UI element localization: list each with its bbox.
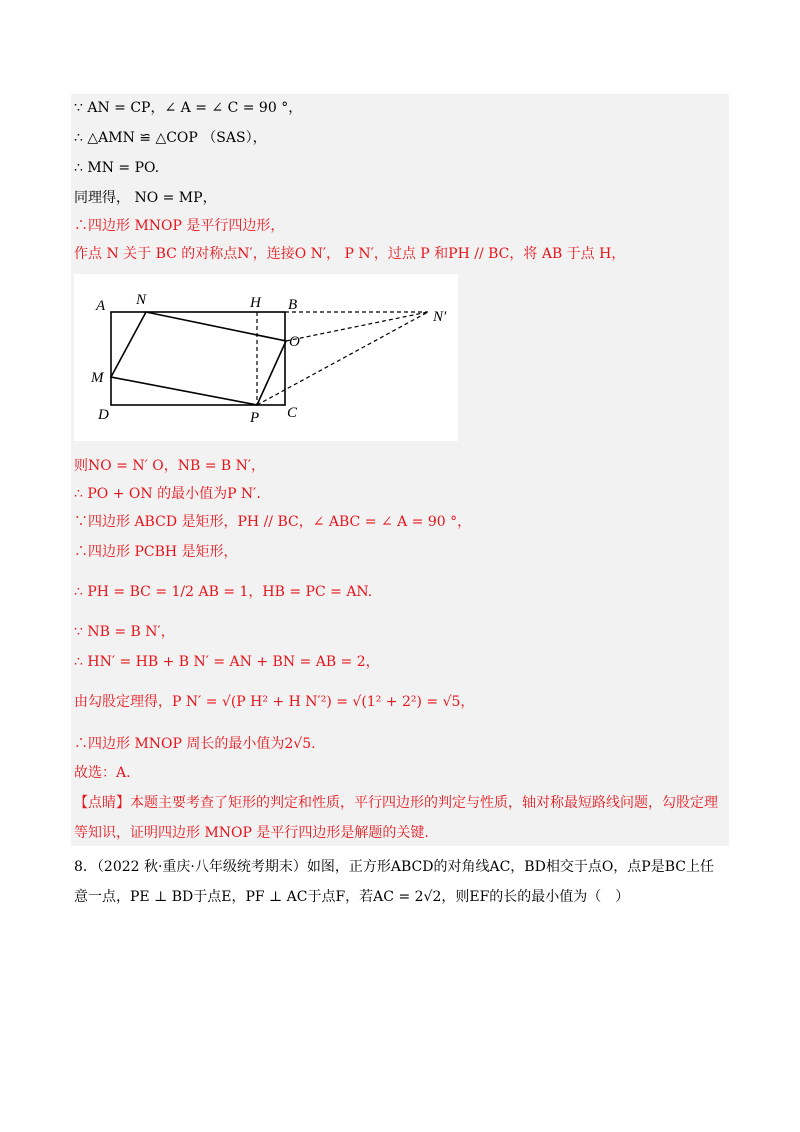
solution-line: ∵四边形 ABCD 是矩形，PH // BC，∠ ABC = ∠ A = 90 °，	[74, 514, 472, 530]
question-line: 8．（2022 秋·重庆·八年级统考期末）如图，正方形ABCD的对角线AC，BD相交于点O，点P是BC上任	[74, 859, 714, 875]
solution-line: ∴ HN′ = HB + B N′ = AN + BN = AB = 2，	[74, 654, 380, 670]
solution-line: ∴四边形 MNOP 周长的最小值为2√5.	[74, 736, 316, 752]
label-n-prime: N′	[433, 309, 447, 325]
solution-line: 作点 N 关于 BC 的对称点N′，连接O N′， P N′，过点 P 和PH // BC，将 AB 于点 H，	[74, 246, 626, 262]
rectangle-abcd	[111, 312, 285, 405]
comment-line: 【点睛】本题主要考查了矩形的判定和性质，平行四边形的判定与性质，轴对称最短路线问题，勾股定理	[74, 795, 718, 811]
label-o: O	[289, 334, 300, 350]
solution-line: 由勾股定理得，P N′ = √(P H² + H N′²) = √(1² + 2²) = √5，	[74, 694, 475, 710]
label-a: A	[96, 298, 106, 314]
solution-line: ∴ PH = BC = 1/2 AB = 1，HB = PC = AN.	[74, 584, 373, 600]
solution-line: 故选：A.	[74, 765, 131, 781]
solution-line: 则NO = N′ O，NB = B N′，	[74, 458, 266, 474]
solution-line: ∴四边形 MNOP 是平行四边形，	[74, 218, 285, 234]
label-h: H	[250, 295, 261, 311]
solution-line: ∴ MN = PO.	[74, 160, 160, 176]
comment-line: 等知识，证明四边形 MNOP 是平行四边形是解题的关键.	[74, 825, 429, 841]
solution-line: ∴四边形 PCBH 是矩形，	[74, 544, 238, 560]
solution-line: ∵ AN = CP，∠ A = ∠ C = 90 °，	[74, 100, 303, 116]
line-pn-prime	[257, 312, 428, 405]
question-line: 意一点，PE ⊥ BD于点E，PF ⊥ AC于点F，若AC = 2√2，则EF的长的最小值为（ ）	[74, 889, 630, 905]
solution-line: ∴ PO + ON 的最小值为P N′.	[74, 486, 261, 502]
solution-line: ∴ △AMN ≌ △COP （SAS），	[74, 130, 267, 146]
label-m: M	[91, 370, 104, 386]
parallelogram-mnop	[111, 312, 286, 405]
label-c: C	[287, 405, 298, 421]
line-on-prime	[286, 312, 428, 341]
solution-line: ∵ NB = B N′，	[74, 624, 175, 640]
solution-line: 同理得， NO = MP，	[74, 190, 217, 206]
label-d: D	[98, 407, 109, 423]
label-p: P	[250, 410, 260, 426]
line-po	[257, 341, 286, 405]
label-b: B	[288, 297, 298, 313]
geometry-figure	[74, 274, 458, 441]
geometry-diagram	[74, 274, 458, 441]
label-n: N	[136, 292, 147, 308]
